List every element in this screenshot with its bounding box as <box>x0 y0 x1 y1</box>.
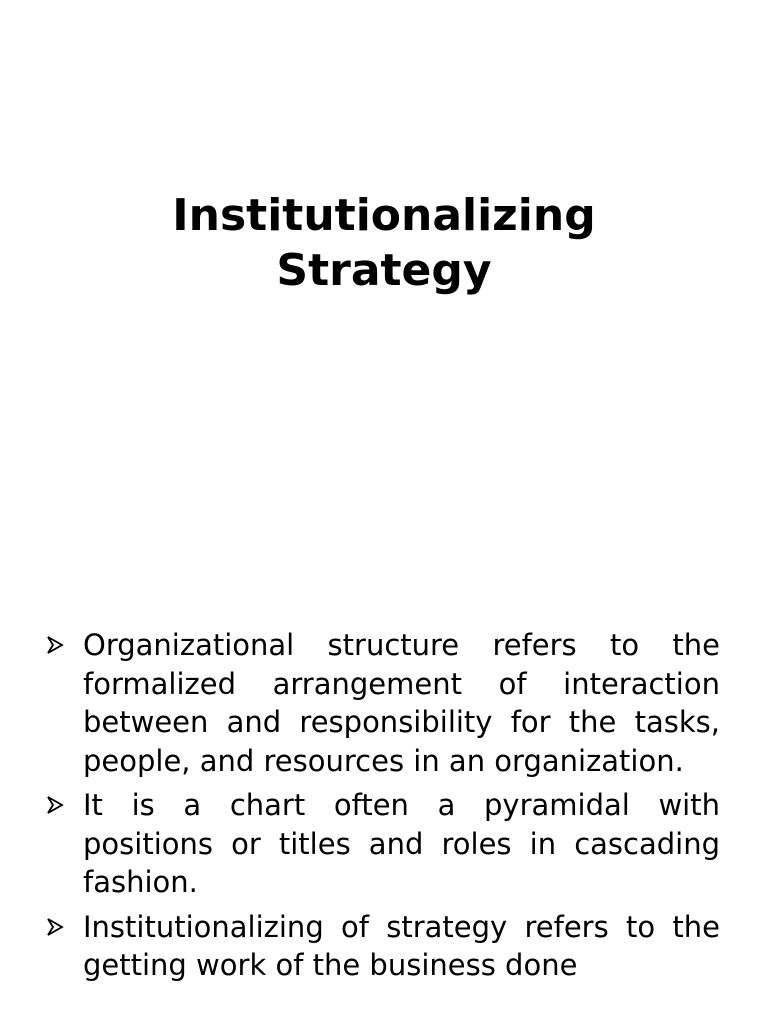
slide-title-line-1: Institutionalizing <box>172 190 596 241</box>
arrowhead-bullet-icon <box>46 636 64 654</box>
bullet-text-2: It is a chart often a pyramidal with positions or titles and roles in cascading fashion. <box>83 788 720 899</box>
slide-title-line-2: Strategy <box>276 245 492 296</box>
bullet-text-1: Organizational structure refers to the formalized arrangement of interaction between and responsibility for the tasks, people, and resources in an organization. <box>83 628 720 778</box>
bullet-item-3 <box>44 908 720 985</box>
bullet-list <box>44 626 720 991</box>
bullet-text-3: Institutionalizing of strategy refers to the getting work of the business done <box>83 909 720 982</box>
slide-title <box>0 188 768 298</box>
arrowhead-bullet-icon <box>46 796 64 814</box>
bullet-item-1 <box>44 626 720 780</box>
bullet-item-2 <box>44 786 720 902</box>
arrowhead-bullet-icon <box>46 918 64 936</box>
